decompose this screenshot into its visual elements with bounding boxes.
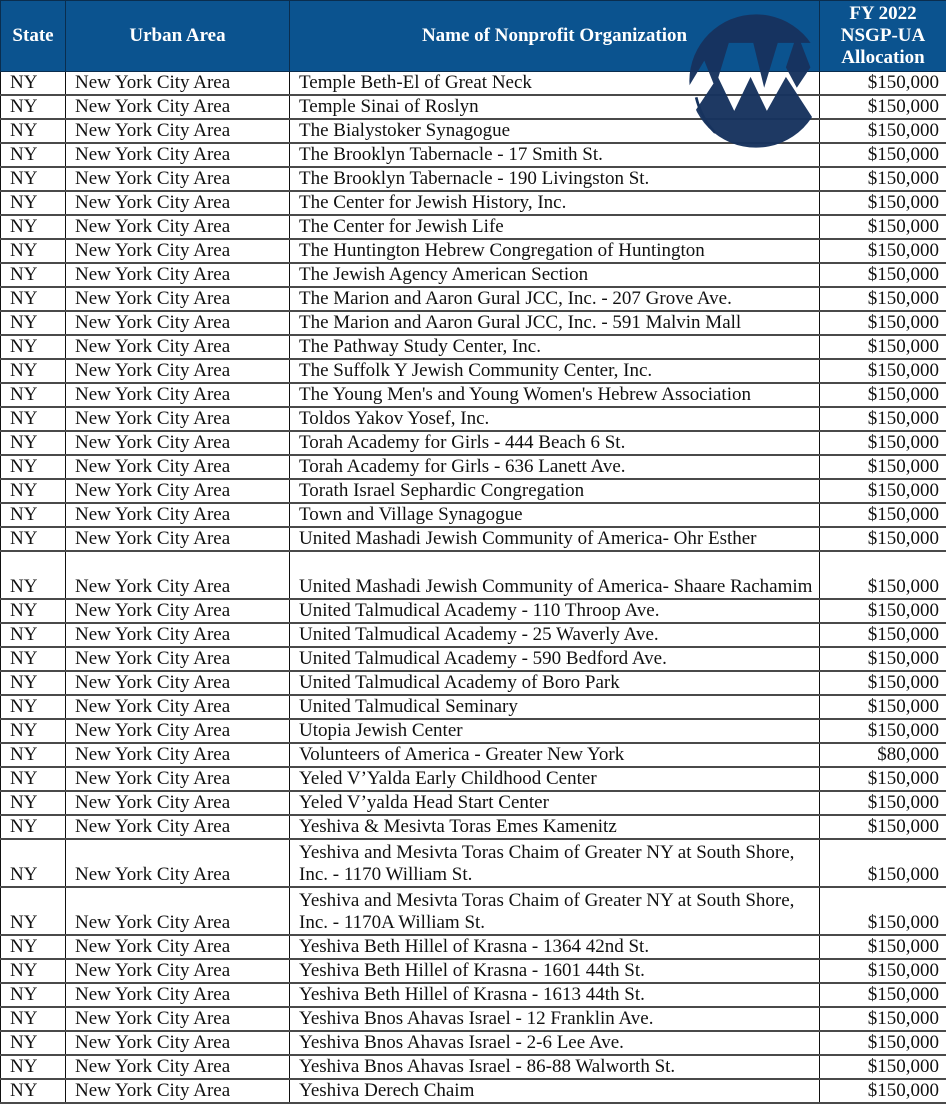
table-row bbox=[1, 1055, 946, 1079]
table-row bbox=[1, 791, 946, 815]
allocation-cell: $150,000 bbox=[820, 719, 946, 743]
state-cell: NY bbox=[1, 647, 66, 671]
urban-area-cell: New York City Area bbox=[66, 143, 290, 167]
state-cell: NY bbox=[1, 383, 66, 407]
state-cell: NY bbox=[1, 239, 66, 263]
urban-area-cell: New York City Area bbox=[66, 719, 290, 743]
state-cell: NY bbox=[1, 839, 66, 887]
state-cell: NY bbox=[1, 359, 66, 383]
urban-area-cell: New York City Area bbox=[66, 983, 290, 1007]
table-row bbox=[1, 239, 946, 263]
state-cell: NY bbox=[1, 503, 66, 527]
organization-cell: The Young Men's and Young Women's Hebrew Association bbox=[290, 383, 820, 407]
urban-area-cell: New York City Area bbox=[66, 119, 290, 143]
allocation-cell: $150,000 bbox=[820, 215, 946, 239]
organization-cell: United Mashadi Jewish Community of America- Shaare Rachamim bbox=[290, 551, 820, 599]
organization-cell: The Pathway Study Center, Inc. bbox=[290, 335, 820, 359]
state-cell: NY bbox=[1, 407, 66, 431]
state-cell: NY bbox=[1, 215, 66, 239]
urban-area-cell: New York City Area bbox=[66, 95, 290, 119]
state-cell: NY bbox=[1, 191, 66, 215]
table-row bbox=[1, 503, 946, 527]
allocation-cell: $150,000 bbox=[820, 767, 946, 791]
urban-area-cell: New York City Area bbox=[66, 671, 290, 695]
organization-cell: United Talmudical Academy - 25 Waverly Ave. bbox=[290, 623, 820, 647]
urban-area-cell: New York City Area bbox=[66, 695, 290, 719]
state-cell: NY bbox=[1, 1031, 66, 1055]
urban-area-cell: New York City Area bbox=[66, 599, 290, 623]
urban-area-cell: New York City Area bbox=[66, 1007, 290, 1031]
allocation-cell: $150,000 bbox=[820, 647, 946, 671]
urban-area-cell: New York City Area bbox=[66, 935, 290, 959]
state-cell: NY bbox=[1, 479, 66, 503]
table-row bbox=[1, 1031, 946, 1055]
table-row bbox=[1, 167, 946, 191]
table-row bbox=[1, 719, 946, 743]
organization-cell: Yeshiva Beth Hillel of Krasna - 1601 44th St. bbox=[290, 959, 820, 983]
table-row bbox=[1, 455, 946, 479]
state-cell: NY bbox=[1, 335, 66, 359]
urban-area-cell: New York City Area bbox=[66, 839, 290, 887]
allocation-cell: $150,000 bbox=[820, 599, 946, 623]
state-cell: NY bbox=[1, 431, 66, 455]
allocation-cell: $150,000 bbox=[820, 407, 946, 431]
state-cell: NY bbox=[1, 599, 66, 623]
urban-area-cell: New York City Area bbox=[66, 359, 290, 383]
table-row bbox=[1, 767, 946, 791]
urban-area-cell: New York City Area bbox=[66, 1055, 290, 1079]
header-allocation-line3: Allocation bbox=[841, 47, 925, 68]
urban-area-cell: New York City Area bbox=[66, 167, 290, 191]
state-cell: NY bbox=[1, 767, 66, 791]
state-cell: NY bbox=[1, 791, 66, 815]
organization-cell: Yeshiva Derech Chaim bbox=[290, 1079, 820, 1103]
allocation-cell: $150,000 bbox=[820, 551, 946, 599]
table-row bbox=[1, 743, 946, 767]
header-state: State bbox=[1, 1, 66, 72]
table-row bbox=[1, 359, 946, 383]
allocation-cell: $150,000 bbox=[820, 887, 946, 935]
state-cell: NY bbox=[1, 1055, 66, 1079]
state-cell: NY bbox=[1, 983, 66, 1007]
allocation-cell: $80,000 bbox=[820, 743, 946, 767]
allocation-cell: $150,000 bbox=[820, 1079, 946, 1103]
table-row bbox=[1, 407, 946, 431]
state-cell: NY bbox=[1, 1079, 66, 1103]
organization-cell: Yeshiva & Mesivta Toras Emes Kamenitz bbox=[290, 815, 820, 839]
urban-area-cell: New York City Area bbox=[66, 407, 290, 431]
urban-area-cell: New York City Area bbox=[66, 647, 290, 671]
organization-cell: Torath Israel Sephardic Congregation bbox=[290, 479, 820, 503]
organization-cell: United Talmudical Seminary bbox=[290, 695, 820, 719]
state-cell: NY bbox=[1, 287, 66, 311]
organization-cell: Yeshiva and Mesivta Toras Chaim of Greater NY at South Shore, Inc. - 1170A William St. bbox=[290, 887, 820, 935]
table-row bbox=[1, 479, 946, 503]
urban-area-cell: New York City Area bbox=[66, 215, 290, 239]
state-cell: NY bbox=[1, 167, 66, 191]
table-row bbox=[1, 287, 946, 311]
urban-area-cell: New York City Area bbox=[66, 287, 290, 311]
allocation-cell: $150,000 bbox=[820, 839, 946, 887]
organization-cell: Yeled V’Yalda Early Childhood Center bbox=[290, 767, 820, 791]
state-cell: NY bbox=[1, 887, 66, 935]
table-row bbox=[1, 623, 946, 647]
table-row bbox=[1, 72, 946, 96]
organization-cell: The Center for Jewish History, Inc. bbox=[290, 191, 820, 215]
allocation-cell: $150,000 bbox=[820, 383, 946, 407]
organization-cell: Torah Academy for Girls - 444 Beach 6 St. bbox=[290, 431, 820, 455]
allocation-cell: $150,000 bbox=[820, 72, 946, 96]
state-cell: NY bbox=[1, 72, 66, 96]
table-row bbox=[1, 983, 946, 1007]
allocation-cell: $150,000 bbox=[820, 95, 946, 119]
urban-area-cell: New York City Area bbox=[66, 335, 290, 359]
allocation-cell: $150,000 bbox=[820, 1007, 946, 1031]
allocation-cell: $150,000 bbox=[820, 335, 946, 359]
allocation-cell: $150,000 bbox=[820, 503, 946, 527]
organization-cell: Torah Academy for Girls - 636 Lanett Ave. bbox=[290, 455, 820, 479]
organization-cell: The Center for Jewish Life bbox=[290, 215, 820, 239]
table-row bbox=[1, 1079, 946, 1103]
table-row bbox=[1, 215, 946, 239]
organization-cell: Volunteers of America - Greater New York bbox=[290, 743, 820, 767]
allocation-cell: $150,000 bbox=[820, 239, 946, 263]
table-row bbox=[1, 335, 946, 359]
organization-cell: Yeshiva Bnos Ahavas Israel - 12 Franklin Ave. bbox=[290, 1007, 820, 1031]
organization-cell: The Brooklyn Tabernacle - 190 Livingston St. bbox=[290, 167, 820, 191]
organization-cell: Yeshiva Beth Hillel of Krasna - 1364 42nd St. bbox=[290, 935, 820, 959]
state-cell: NY bbox=[1, 815, 66, 839]
urban-area-cell: New York City Area bbox=[66, 239, 290, 263]
urban-area-cell: New York City Area bbox=[66, 72, 290, 96]
table-row bbox=[1, 263, 946, 287]
allocation-cell: $150,000 bbox=[820, 935, 946, 959]
organization-cell: United Talmudical Academy of Boro Park bbox=[290, 671, 820, 695]
table-row bbox=[1, 647, 946, 671]
header-urban-area: Urban Area bbox=[66, 1, 290, 72]
state-cell: NY bbox=[1, 719, 66, 743]
state-cell: NY bbox=[1, 263, 66, 287]
organization-cell: Yeshiva Beth Hillel of Krasna - 1613 44th St. bbox=[290, 983, 820, 1007]
urban-area-cell: New York City Area bbox=[66, 959, 290, 983]
organization-cell: Toldos Yakov Yosef, Inc. bbox=[290, 407, 820, 431]
allocation-cell: $150,000 bbox=[820, 983, 946, 1007]
allocation-cell: $150,000 bbox=[820, 623, 946, 647]
organization-cell: United Talmudical Academy - 110 Throop Ave. bbox=[290, 599, 820, 623]
allocation-cell: $150,000 bbox=[820, 959, 946, 983]
table-row bbox=[1, 1007, 946, 1031]
organization-cell: Utopia Jewish Center bbox=[290, 719, 820, 743]
organization-cell: Yeshiva Bnos Ahavas Israel - 86-88 Walworth St. bbox=[290, 1055, 820, 1079]
allocation-cell: $150,000 bbox=[820, 695, 946, 719]
table-row bbox=[1, 887, 946, 935]
organization-cell: The Huntington Hebrew Congregation of Huntington bbox=[290, 239, 820, 263]
table-row bbox=[1, 695, 946, 719]
allocation-cell: $150,000 bbox=[820, 671, 946, 695]
table-body bbox=[1, 72, 946, 1104]
state-cell: NY bbox=[1, 143, 66, 167]
table-row bbox=[1, 815, 946, 839]
table-row bbox=[1, 551, 946, 599]
organization-cell: Yeshiva Bnos Ahavas Israel - 2-6 Lee Ave. bbox=[290, 1031, 820, 1055]
organization-cell: The Brooklyn Tabernacle - 17 Smith St. bbox=[290, 143, 820, 167]
table-row bbox=[1, 527, 946, 551]
table-row bbox=[1, 431, 946, 455]
table-row bbox=[1, 143, 946, 167]
urban-area-cell: New York City Area bbox=[66, 311, 290, 335]
state-cell: NY bbox=[1, 551, 66, 599]
urban-area-cell: New York City Area bbox=[66, 431, 290, 455]
table-row bbox=[1, 383, 946, 407]
allocation-cell: $150,000 bbox=[820, 263, 946, 287]
header-allocation-line2: NSGP-UA bbox=[840, 25, 926, 46]
organization-cell: The Marion and Aaron Gural JCC, Inc. - 591 Malvin Mall bbox=[290, 311, 820, 335]
urban-area-cell: New York City Area bbox=[66, 1031, 290, 1055]
allocation-cell: $150,000 bbox=[820, 119, 946, 143]
urban-area-cell: New York City Area bbox=[66, 503, 290, 527]
urban-area-cell: New York City Area bbox=[66, 791, 290, 815]
urban-area-cell: New York City Area bbox=[66, 743, 290, 767]
organization-cell: The Jewish Agency American Section bbox=[290, 263, 820, 287]
urban-area-cell: New York City Area bbox=[66, 263, 290, 287]
header-allocation bbox=[820, 1, 946, 72]
state-cell: NY bbox=[1, 1007, 66, 1031]
urban-area-cell: New York City Area bbox=[66, 623, 290, 647]
allocation-cell: $150,000 bbox=[820, 311, 946, 335]
state-cell: NY bbox=[1, 527, 66, 551]
allocation-cell: $150,000 bbox=[820, 1055, 946, 1079]
urban-area-cell: New York City Area bbox=[66, 191, 290, 215]
table-row bbox=[1, 95, 946, 119]
allocation-cell: $150,000 bbox=[820, 527, 946, 551]
organization-cell: Town and Village Synagogue bbox=[290, 503, 820, 527]
organization-cell: The Bialystoker Synagogue bbox=[290, 119, 820, 143]
urban-area-cell: New York City Area bbox=[66, 887, 290, 935]
state-cell: NY bbox=[1, 455, 66, 479]
urban-area-cell: New York City Area bbox=[66, 767, 290, 791]
state-cell: NY bbox=[1, 311, 66, 335]
organization-cell: United Talmudical Academy - 590 Bedford Ave. bbox=[290, 647, 820, 671]
organization-cell: Temple Beth-El of Great Neck bbox=[290, 72, 820, 96]
state-cell: NY bbox=[1, 935, 66, 959]
header-organization: Name of Nonprofit Organization bbox=[290, 1, 820, 72]
allocation-cell: $150,000 bbox=[820, 455, 946, 479]
header-allocation-line1: FY 2022 bbox=[849, 3, 917, 24]
allocation-cell: $150,000 bbox=[820, 191, 946, 215]
state-cell: NY bbox=[1, 95, 66, 119]
allocation-cell: $150,000 bbox=[820, 1031, 946, 1055]
table-header-row bbox=[1, 1, 946, 72]
urban-area-cell: New York City Area bbox=[66, 479, 290, 503]
state-cell: NY bbox=[1, 959, 66, 983]
table-row bbox=[1, 671, 946, 695]
table-row bbox=[1, 311, 946, 335]
organization-cell: United Mashadi Jewish Community of America- Ohr Esther bbox=[290, 527, 820, 551]
organization-cell: Yeshiva and Mesivta Toras Chaim of Greater NY at South Shore, Inc. - 1170 William St. bbox=[290, 839, 820, 887]
allocation-cell: $150,000 bbox=[820, 431, 946, 455]
urban-area-cell: New York City Area bbox=[66, 815, 290, 839]
allocation-cell: $150,000 bbox=[820, 359, 946, 383]
urban-area-cell: New York City Area bbox=[66, 1079, 290, 1103]
allocation-cell: $150,000 bbox=[820, 167, 946, 191]
allocation-cell: $150,000 bbox=[820, 143, 946, 167]
allocation-cell: $150,000 bbox=[820, 287, 946, 311]
state-cell: NY bbox=[1, 695, 66, 719]
organization-cell: The Marion and Aaron Gural JCC, Inc. - 207 Grove Ave. bbox=[290, 287, 820, 311]
organization-cell: Yeled V’yalda Head Start Center bbox=[290, 791, 820, 815]
urban-area-cell: New York City Area bbox=[66, 527, 290, 551]
table-row bbox=[1, 119, 946, 143]
allocation-cell: $150,000 bbox=[820, 791, 946, 815]
state-cell: NY bbox=[1, 623, 66, 647]
urban-area-cell: New York City Area bbox=[66, 383, 290, 407]
table-row bbox=[1, 839, 946, 887]
urban-area-cell: New York City Area bbox=[66, 455, 290, 479]
table-row bbox=[1, 599, 946, 623]
organization-cell: The Suffolk Y Jewish Community Center, Inc. bbox=[290, 359, 820, 383]
allocation-cell: $150,000 bbox=[820, 479, 946, 503]
table-row bbox=[1, 191, 946, 215]
allocation-cell: $150,000 bbox=[820, 815, 946, 839]
state-cell: NY bbox=[1, 743, 66, 767]
table-row bbox=[1, 935, 946, 959]
state-cell: NY bbox=[1, 119, 66, 143]
table-row bbox=[1, 959, 946, 983]
state-cell: NY bbox=[1, 671, 66, 695]
organization-cell: Temple Sinai of Roslyn bbox=[290, 95, 820, 119]
urban-area-cell: New York City Area bbox=[66, 551, 290, 599]
